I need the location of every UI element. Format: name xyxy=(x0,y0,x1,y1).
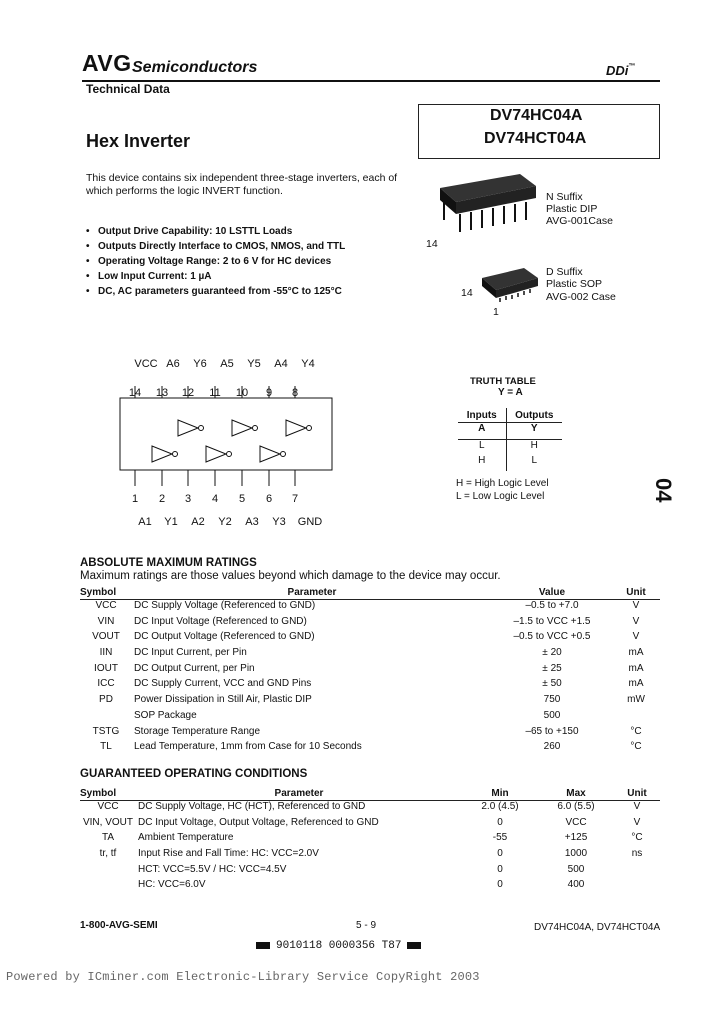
unit-cell xyxy=(614,864,660,880)
symbol-cell: VIN, VOUT xyxy=(82,816,133,828)
parameter-cell: Ambient Temperature xyxy=(138,832,234,844)
min-cell: -55 xyxy=(492,832,508,844)
device-description: This device contains six independent three-stage inverters, each of which performs the logic INVERT function. xyxy=(86,172,398,197)
pin-name-top: A6 xyxy=(166,358,180,370)
pin-name-top: VCC xyxy=(134,358,158,370)
max-cell: 400 xyxy=(567,879,585,891)
table-row xyxy=(80,631,660,647)
pin-number-bottom: 5 xyxy=(238,493,246,505)
value-cell: –0.5 to +7.0 xyxy=(525,600,579,611)
parameter-cell: DC Supply Voltage (Referenced to GND) xyxy=(134,600,316,611)
feature-item: • Operating Voltage Range: 2 to 6 V for HC devices xyxy=(86,254,416,269)
truth-table xyxy=(458,408,562,471)
parameter-cell: DC Output Voltage (Referenced to GND) xyxy=(134,631,315,643)
column-header: Unit xyxy=(614,786,660,801)
barcode-line: 9010118 0000356 T87 xyxy=(250,940,427,952)
pin-name-bottom: Y1 xyxy=(164,516,178,528)
value-cell: ± 20 xyxy=(542,647,562,659)
parameter-cell: DC Input Voltage (Referenced to GND) xyxy=(134,615,307,627)
sop-package-icon xyxy=(482,268,538,302)
sop-pin-label: 14 xyxy=(461,287,473,299)
page-title: Hex Inverter xyxy=(86,131,191,151)
table-row xyxy=(80,663,660,679)
symbol-cell xyxy=(80,710,132,726)
table-row xyxy=(80,864,660,880)
pin-name-bottom: GND xyxy=(297,516,323,528)
abs-max-title: ABSOLUTE MAXIMUM RATINGS xyxy=(80,557,257,569)
feature-item: • DC, AC parameters guaranteed from -55°C to 125°C xyxy=(86,284,416,299)
unit-cell: mA xyxy=(628,647,644,659)
column-header: Parameter xyxy=(132,585,492,600)
column-header: Symbol xyxy=(80,786,136,801)
table-row xyxy=(80,616,660,632)
unit-cell: V xyxy=(632,600,640,611)
truth-table-title: TRUTH TABLE xyxy=(470,376,536,387)
symbol-cell: IOUT xyxy=(94,662,118,674)
column-header: Symbol xyxy=(80,585,132,600)
column-header: Value xyxy=(492,585,612,600)
dip-case: AVG-001Case xyxy=(546,215,613,227)
parameter-cell: HCT: VCC=5.5V / HC: VCC=4.5V xyxy=(138,863,287,875)
truth-header: Outputs xyxy=(506,408,562,423)
abs-max-subtitle: Maximum ratings are those values beyond which damage to the device may occur. xyxy=(80,570,501,582)
min-cell: 0 xyxy=(497,863,503,875)
min-cell: 0 xyxy=(497,848,503,860)
pin-number-bottom: 1 xyxy=(131,493,139,505)
parameter-cell: Lead Temperature, 1mm from Case for 10 Seconds xyxy=(134,741,362,753)
parameter-cell: DC Supply Voltage, HC (HCT), Referenced to GND xyxy=(138,801,366,812)
symbol-cell: ICC xyxy=(97,678,115,690)
unit-cell: V xyxy=(632,615,640,627)
max-cell: 500 xyxy=(567,863,585,875)
brand-logo: AVG xyxy=(82,50,132,76)
table-row xyxy=(80,879,660,895)
operating-title: GUARANTEED OPERATING CONDITIONS xyxy=(80,768,308,780)
unit-cell: °C xyxy=(630,741,642,753)
parameter-cell: Power Dissipation in Still Air, Plastic DIP xyxy=(134,694,312,706)
unit-cell: °C xyxy=(630,725,642,737)
pin-number-top: 13 xyxy=(155,387,169,399)
pin-number-bottom: 3 xyxy=(184,493,192,505)
pin-number-top: 12 xyxy=(181,387,195,399)
pin-name-bottom: A2 xyxy=(191,516,205,528)
max-cell: 1000 xyxy=(564,848,588,860)
max-cell: +125 xyxy=(564,832,588,844)
pin-number-top: 11 xyxy=(209,387,221,399)
feature-list xyxy=(86,224,416,299)
symbol-cell xyxy=(80,879,136,895)
symbol-cell: VCC xyxy=(95,600,117,611)
feature-item: • Output Drive Capability: 10 LSTTL Loads xyxy=(86,224,416,239)
table-row xyxy=(458,439,562,455)
parameter-cell: DC Output Current, per Pin xyxy=(134,662,255,674)
value-cell: –65 to +150 xyxy=(525,725,579,737)
symbol-cell: tr, tf xyxy=(99,848,117,860)
pin-number-top: 8 xyxy=(291,387,299,399)
symbol-cell: TL xyxy=(100,741,112,753)
truth-cell: L xyxy=(458,439,506,455)
symbol-cell xyxy=(80,864,136,880)
feature-item: • Low Input Current: 1 µA xyxy=(86,269,416,284)
footer-parts: DV74HC04A, DV74HCT04A xyxy=(534,922,661,933)
pin-number-top: 10 xyxy=(235,387,249,399)
unit-cell: V xyxy=(633,801,641,812)
package-illustrations xyxy=(420,168,550,318)
column-header: Min xyxy=(462,786,538,801)
parameter-cell: SOP Package xyxy=(134,709,197,721)
page-subtitle: Technical Data xyxy=(86,82,170,96)
unit-cell: V xyxy=(633,816,641,828)
parameter-cell: DC Input Voltage, Output Voltage, Referenced to GND xyxy=(138,816,379,828)
footer-page: 5 - 9 xyxy=(356,920,377,931)
sop-type: Plastic SOP xyxy=(546,278,603,290)
section-tab: 04 xyxy=(651,478,676,503)
table-row xyxy=(80,801,660,817)
truth-cell: H xyxy=(458,455,506,471)
unit-cell xyxy=(614,879,660,895)
symbol-cell: VCC xyxy=(97,801,119,812)
pin-number-bottom: 2 xyxy=(158,493,166,505)
min-cell: 2.0 (4.5) xyxy=(481,801,519,812)
symbol-cell: PD xyxy=(99,694,113,706)
symbol-cell: TSTG xyxy=(92,725,120,737)
pin-name-top: A4 xyxy=(274,358,288,370)
value-cell: 500 xyxy=(543,709,561,721)
table-row xyxy=(80,694,660,710)
column-header: Max xyxy=(538,786,614,801)
value-cell: 750 xyxy=(543,694,561,706)
parameter-cell: DC Input Current, per Pin xyxy=(134,647,247,659)
pin-name-bottom: A1 xyxy=(138,516,152,528)
table-row xyxy=(80,678,660,694)
truth-table-expression: Y = A xyxy=(498,387,523,398)
pin-name-top: Y4 xyxy=(301,358,315,370)
column-header: Parameter xyxy=(136,786,462,801)
table-row xyxy=(80,600,660,616)
operating-table xyxy=(80,786,660,895)
parameter-cell: DC Supply Current, VCC and GND Pins xyxy=(134,678,312,690)
pin-name-bottom: A3 xyxy=(245,516,259,528)
truth-cell: H xyxy=(530,439,538,451)
feature-item: • Outputs Directly Interface to CMOS, NMOS, and TTL xyxy=(86,239,416,254)
truth-header: Inputs xyxy=(458,408,506,423)
min-cell: 0 xyxy=(497,879,503,891)
table-row xyxy=(80,848,660,864)
column-header: Unit xyxy=(612,585,660,600)
unit-cell: mW xyxy=(627,694,645,706)
value-cell: –1.5 to VCC +1.5 xyxy=(513,615,591,627)
pin-number-top: 14 xyxy=(128,387,142,399)
abs-max-table xyxy=(80,585,660,757)
unit-cell xyxy=(612,710,660,726)
value-cell: 260 xyxy=(543,741,561,753)
table-row xyxy=(458,455,562,471)
unit-cell: °C xyxy=(631,832,643,844)
symbol-cell: IIN xyxy=(99,647,113,659)
table-row xyxy=(80,741,660,757)
truth-subheader: A xyxy=(458,423,506,440)
unit-cell: ns xyxy=(631,848,643,860)
unit-cell: V xyxy=(632,631,640,643)
pin-number-bottom: 7 xyxy=(291,493,299,505)
table-row xyxy=(80,832,660,848)
unit-cell: mA xyxy=(628,662,644,674)
part-number-hct: DV74HCT04A xyxy=(484,130,587,147)
truth-legend: H = High Logic Level xyxy=(456,478,549,489)
parameter-cell: HC: VCC=6.0V xyxy=(138,879,206,891)
ddi-logo: DDi™ xyxy=(606,63,636,78)
pinout-diagram xyxy=(110,356,350,532)
pin-number-bottom: 4 xyxy=(211,493,219,505)
brand-suffix: Semiconductors xyxy=(132,59,258,76)
sop-suffix: D Suffix xyxy=(546,266,583,278)
pin-number-bottom: 6 xyxy=(265,493,273,505)
pin-name-bottom: Y3 xyxy=(272,516,286,528)
footer-phone: 1-800-AVG-SEMI xyxy=(80,920,158,931)
pin-name-top: Y6 xyxy=(193,358,207,370)
dip-suffix: N Suffix xyxy=(546,191,583,203)
symbol-cell: TA xyxy=(101,832,115,844)
sop-corner-label: 1 xyxy=(493,306,499,318)
value-cell: –0.5 to VCC +0.5 xyxy=(513,631,591,643)
dip-pin-label: 14 xyxy=(426,238,438,250)
pin-number-top: 9 xyxy=(265,387,273,399)
parameter-cell: Input Rise and Fall Time: HC: VCC=2.0V xyxy=(138,848,319,860)
sop-case: AVG-002 Case xyxy=(546,291,616,303)
parameter-cell: Storage Temperature Range xyxy=(134,725,261,737)
min-cell: 0 xyxy=(497,816,503,828)
max-cell: 6.0 (5.5) xyxy=(557,801,595,812)
symbol-cell: VIN xyxy=(97,615,115,627)
table-row xyxy=(80,710,660,726)
table-row xyxy=(80,726,660,742)
truth-subheader: Y xyxy=(506,423,562,440)
symbol-cell: VOUT xyxy=(92,631,120,643)
pin-name-bottom: Y2 xyxy=(218,516,232,528)
truth-cell: L xyxy=(531,455,538,467)
value-cell: ± 25 xyxy=(542,662,562,674)
value-cell: ± 50 xyxy=(542,678,562,690)
table-row xyxy=(80,817,660,833)
watermark-text: Powered by ICminer.com Electronic-Library Service CopyRight 2003 xyxy=(6,970,480,984)
pin-name-top: Y5 xyxy=(247,358,261,370)
truth-legend: L = Low Logic Level xyxy=(456,491,545,502)
dip-type: Plastic DIP xyxy=(546,203,598,215)
table-row xyxy=(80,647,660,663)
max-cell: VCC xyxy=(565,816,587,828)
unit-cell: mA xyxy=(628,678,644,690)
part-number-hc: DV74HC04A xyxy=(490,107,583,124)
dip-package-icon xyxy=(440,174,536,232)
pin-name-top: A5 xyxy=(220,358,234,370)
